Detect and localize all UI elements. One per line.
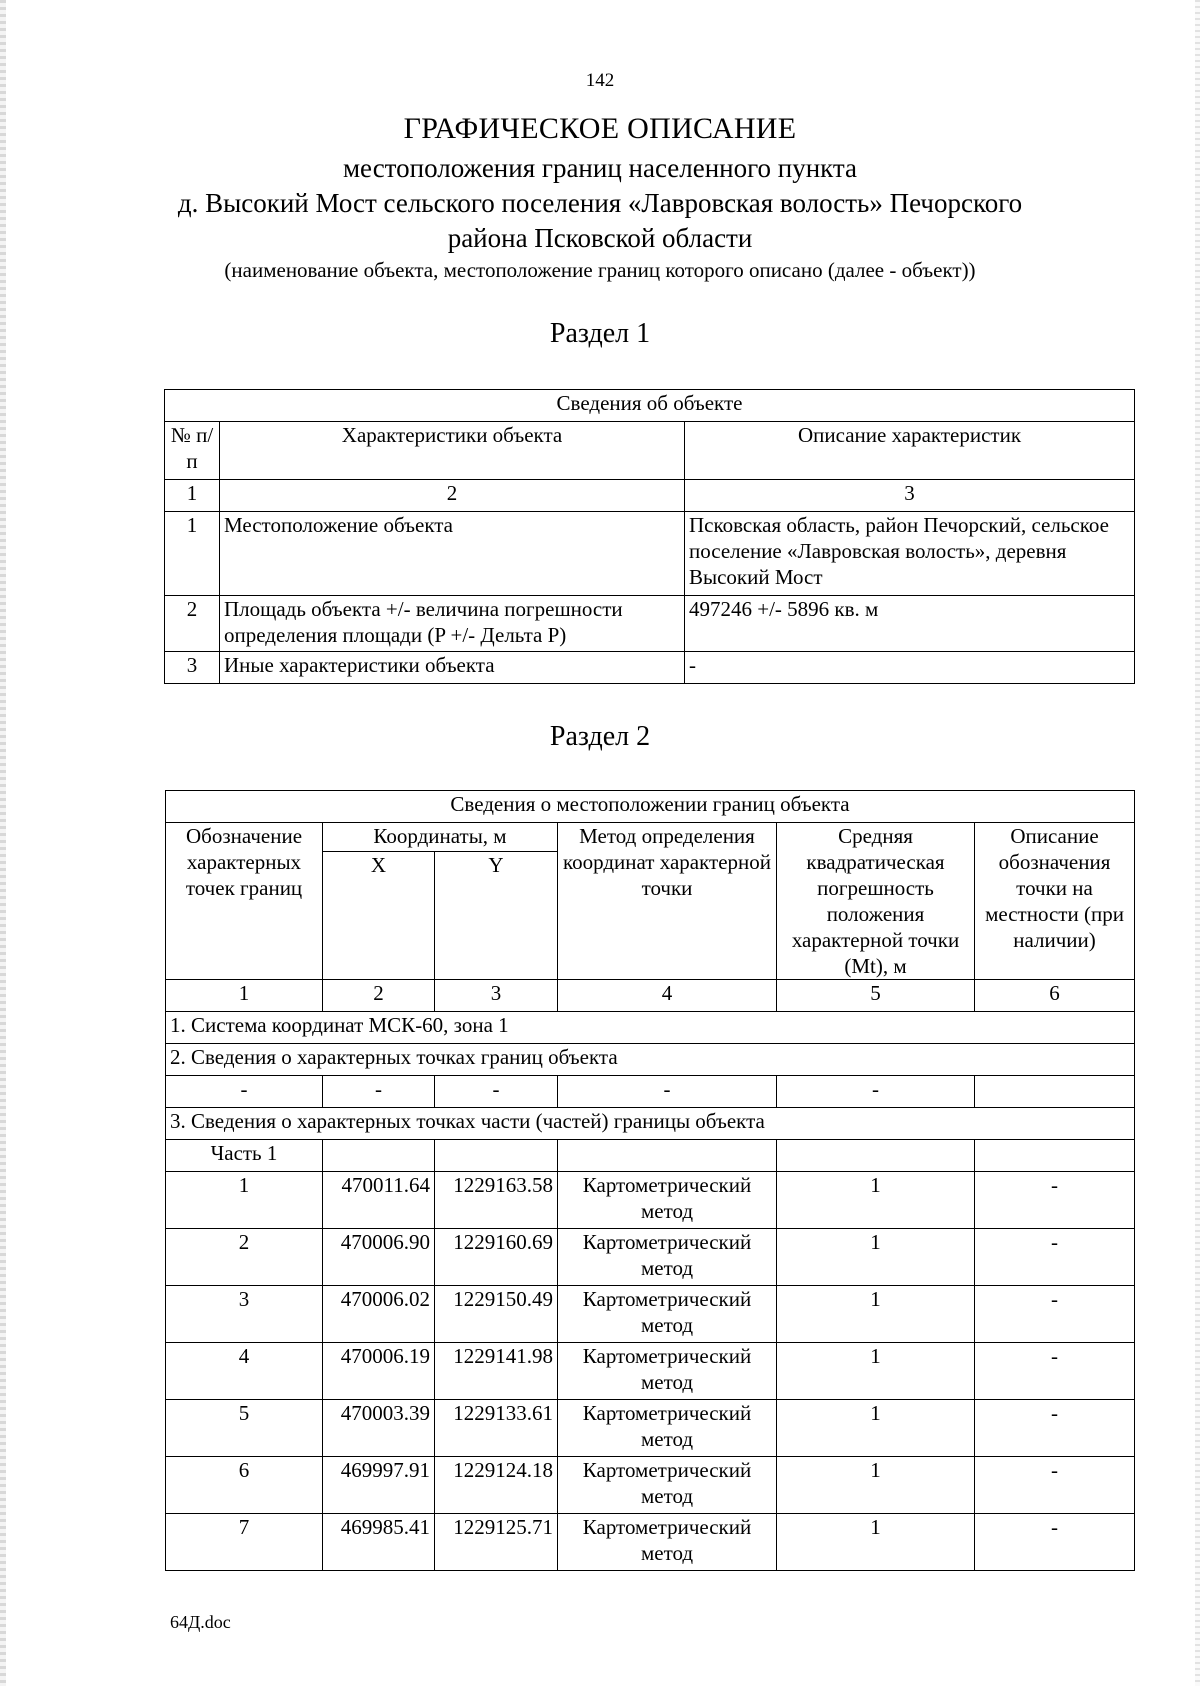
col-number: 1 xyxy=(166,980,323,1012)
point-method: Картометрический метод xyxy=(558,1400,777,1457)
subtitle-note: (наименование объекта, местоположение границ которого описано (далее - объект)) xyxy=(224,258,976,282)
table-row xyxy=(166,1514,1135,1571)
header-designation: Обозначение характерных точек границ xyxy=(166,823,323,980)
col-number: 4 xyxy=(558,980,777,1012)
row-value: Псковская область, район Печорский, сельское поселение «Лавровская волость», деревня Высокий Мост xyxy=(685,512,1135,596)
col-number: 2 xyxy=(323,980,435,1012)
point-y: 1229124.18 xyxy=(435,1457,558,1514)
point-y: 1229150.49 xyxy=(435,1286,558,1343)
part-label: Часть 1 xyxy=(166,1140,323,1172)
point-method: Картометрический метод xyxy=(558,1514,777,1571)
point-x: 470006.02 xyxy=(323,1286,435,1343)
col-number: 5 xyxy=(777,980,975,1012)
point-error: 1 xyxy=(777,1400,975,1457)
col-number: 2 xyxy=(220,480,685,512)
point-method: Картометрический метод xyxy=(558,1286,777,1343)
header-x: X xyxy=(323,851,435,979)
point-description: - xyxy=(975,1343,1135,1400)
object-info-table xyxy=(164,389,1135,684)
point-number: 1 xyxy=(166,1172,323,1229)
point-error: 1 xyxy=(777,1286,975,1343)
subtitle-line-2: д. Высокий Мост сельского поселения «Лавровская волость» Печорского xyxy=(177,188,1023,218)
blank-cell xyxy=(435,1140,558,1172)
point-error: 1 xyxy=(777,1514,975,1571)
row-characteristic: Местоположение объекта xyxy=(220,512,685,596)
col-number: 6 xyxy=(975,980,1135,1012)
section-1-heading: Раздел 1 xyxy=(549,318,651,349)
blank-cell xyxy=(558,1140,777,1172)
subtitle-line-3: района Псковской области xyxy=(447,223,753,253)
document-title: ГРАФИЧЕСКОЕ ОПИСАНИЕ xyxy=(403,112,797,145)
header-description: Описание характеристик xyxy=(685,422,1135,480)
point-y: 1229141.98 xyxy=(435,1343,558,1400)
point-x: 470011.64 xyxy=(323,1172,435,1229)
col-number: 1 xyxy=(165,480,220,512)
subtitle-line-1: местоположения границ населенного пункта xyxy=(342,153,858,183)
point-x: 470003.39 xyxy=(323,1400,435,1457)
col-number: 3 xyxy=(435,980,558,1012)
point-error: 1 xyxy=(777,1172,975,1229)
point-y: 1229125.71 xyxy=(435,1514,558,1571)
point-method: Картометрический метод xyxy=(558,1172,777,1229)
row-number: 1 xyxy=(165,512,220,596)
table-title: Сведения о местоположении границ объекта xyxy=(166,791,1135,823)
empty-cell xyxy=(975,1076,1135,1108)
header-characteristics: Характеристики объекта xyxy=(220,422,685,480)
header-point-description: Описание обозначения точки на местности (при наличии) xyxy=(975,823,1135,980)
point-error: 1 xyxy=(777,1457,975,1514)
parts-row: 3. Сведения о характерных точках части (частей) границы объекта xyxy=(166,1108,1135,1140)
point-number: 7 xyxy=(166,1514,323,1571)
point-x: 470006.90 xyxy=(323,1229,435,1286)
point-x: 469997.91 xyxy=(323,1457,435,1514)
point-number: 2 xyxy=(166,1229,323,1286)
point-y: 1229160.69 xyxy=(435,1229,558,1286)
point-error: 1 xyxy=(777,1343,975,1400)
header-number: № п/п xyxy=(165,422,220,480)
blank-cell xyxy=(975,1140,1135,1172)
point-number: 4 xyxy=(166,1343,323,1400)
point-y: 1229163.58 xyxy=(435,1172,558,1229)
point-x: 470006.19 xyxy=(323,1343,435,1400)
table-row xyxy=(166,1343,1135,1400)
point-description: - xyxy=(975,1400,1135,1457)
table-row xyxy=(166,1172,1135,1229)
point-description: - xyxy=(975,1514,1135,1571)
col-number: 3 xyxy=(685,480,1135,512)
point-x: 469985.41 xyxy=(323,1514,435,1571)
row-characteristic: Площадь объекта +/- величина погрешности определения площади (P +/- Дельта P) xyxy=(220,596,685,652)
table-row xyxy=(165,512,1135,596)
table-row xyxy=(165,596,1135,652)
section-2-heading: Раздел 2 xyxy=(549,721,651,752)
point-error: 1 xyxy=(777,1229,975,1286)
header-error: Средняя квадратическая погрешность положения характерной точки (Mt), м xyxy=(777,823,975,980)
table-row xyxy=(166,1400,1135,1457)
table-row xyxy=(166,1457,1135,1514)
row-number: 3 xyxy=(165,652,220,684)
empty-cell: - xyxy=(323,1076,435,1108)
point-description: - xyxy=(975,1172,1135,1229)
coordinate-system-row: 1. Система координат МСК-60, зона 1 xyxy=(166,1012,1135,1044)
empty-cell: - xyxy=(558,1076,777,1108)
empty-cell: - xyxy=(777,1076,975,1108)
row-number: 2 xyxy=(165,596,220,652)
point-description: - xyxy=(975,1229,1135,1286)
row-value: 497246 +/- 5896 кв. м xyxy=(685,596,1135,652)
point-number: 3 xyxy=(166,1286,323,1343)
row-characteristic: Иные характеристики объекта xyxy=(220,652,685,684)
point-y: 1229133.61 xyxy=(435,1400,558,1457)
point-number: 5 xyxy=(166,1400,323,1457)
boundary-points-table xyxy=(165,790,1135,1571)
header-method: Метод определения координат характерной точки xyxy=(558,823,777,980)
header-y: Y xyxy=(435,851,558,979)
boundary-points-row: 2. Сведения о характерных точках границ объекта xyxy=(166,1044,1135,1076)
table-title: Сведения об объекте xyxy=(165,390,1135,422)
point-method: Картометрический метод xyxy=(558,1457,777,1514)
blank-cell xyxy=(323,1140,435,1172)
point-number: 6 xyxy=(166,1457,323,1514)
point-description: - xyxy=(975,1457,1135,1514)
page-number: 142 xyxy=(585,70,615,91)
point-method: Картометрический метод xyxy=(558,1229,777,1286)
table-row xyxy=(166,1286,1135,1343)
table-row xyxy=(165,652,1135,684)
table-row xyxy=(166,1229,1135,1286)
row-value: - xyxy=(685,652,1135,684)
blank-cell xyxy=(777,1140,975,1172)
point-method: Картометрический метод xyxy=(558,1343,777,1400)
header-coordinates: Координаты, м xyxy=(323,823,558,852)
table-row xyxy=(166,1076,1135,1108)
file-name-footer: 64Д.doc xyxy=(170,1612,231,1632)
empty-cell: - xyxy=(166,1076,323,1108)
empty-cell: - xyxy=(435,1076,558,1108)
point-description: - xyxy=(975,1286,1135,1343)
